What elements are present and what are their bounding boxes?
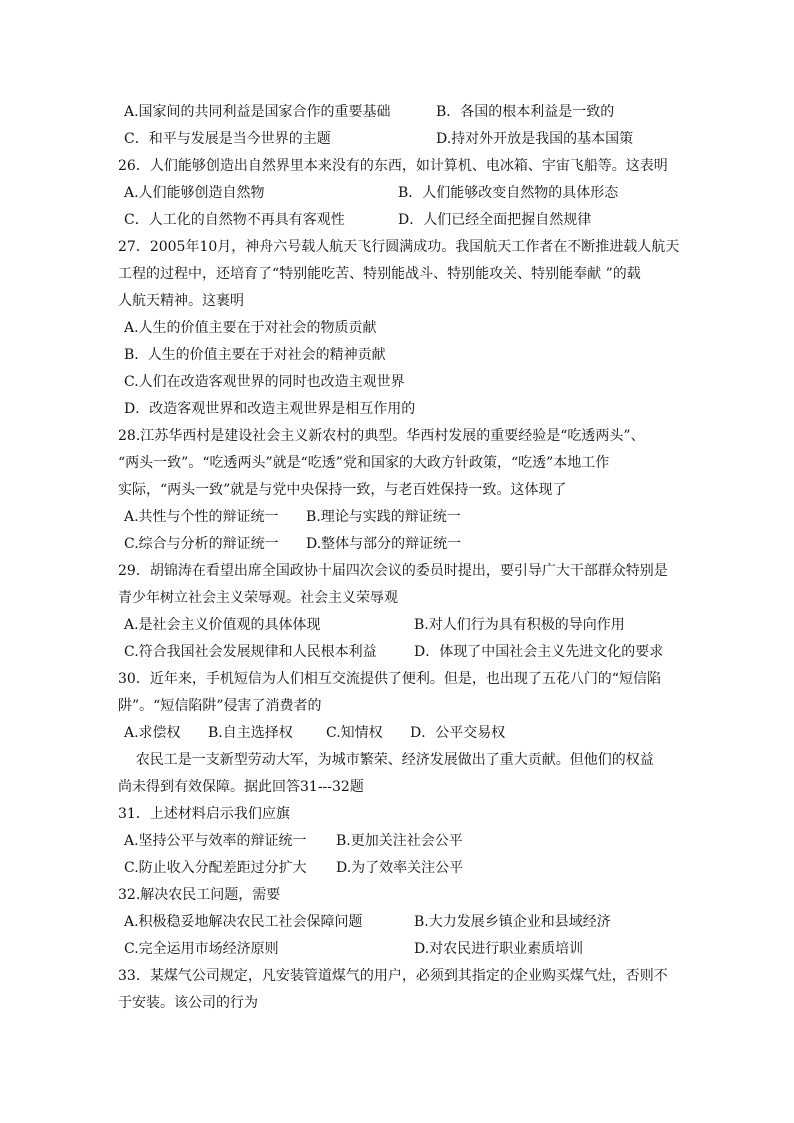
option-b: B.理论与实践的辩证统一 [306, 509, 461, 525]
option-row [124, 832, 463, 850]
option-a: A.是社会主义价值观的具体体现 [124, 617, 321, 633]
option-b: B.对人们行为具有积极的导向作用 [414, 617, 625, 633]
option-c: C.防止收入分配差距过分扩大 [124, 860, 307, 876]
option-d: D．人们已经全面把握自然规律 [398, 212, 592, 228]
material-text: 尚未得到有效保障。据此回答31---32题 [118, 779, 364, 795]
option-row [124, 103, 615, 121]
option-a: A.人生的价值主要在于对社会的物质贡献 [124, 320, 377, 336]
option-d: D．改造客观世界和改造主观世界是相互作用的 [124, 401, 416, 417]
question-28: 28.江苏华西村是建设社会主义新农村的典型。华西村发展的重要经验是“吃透两头”、 [118, 428, 645, 444]
option-c: C.符合我国社会发展规律和人民根本利益 [124, 644, 377, 660]
option-c: C．和平与发展是当今世界的主题 [124, 131, 331, 147]
question-29-text: 青少年树立社会主义荣辱观。社会主义荣辱观 [118, 590, 398, 606]
question-29: 29．胡锦涛在看望出席全国政协十届四次会议的委员时提出，要引导广大干部群众特别是 [118, 563, 668, 579]
option-b: B．各国的根本利益是一致的 [436, 104, 615, 120]
option-row [124, 535, 462, 553]
question-27-text: 工程的过程中，还培育了“特别能吃苦、特别能战斗、特别能攻关、特别能奉献 ”的载 [118, 266, 641, 282]
option-row [124, 940, 584, 958]
option-row [124, 211, 592, 229]
option-a: A.国家间的共同利益是国家合作的重要基础 [124, 104, 391, 120]
option-c: C.人们在改造客观世界的同时也改造主观世界 [124, 374, 405, 390]
option-row [124, 130, 634, 148]
question-33: 33．某煤气公司规定，凡安装管道煤气的用户，必须到其指定的企业购买煤气灶，否则不 [118, 968, 668, 984]
option-d: D.持对外开放是我国的基本国策 [436, 131, 634, 147]
option-row [124, 643, 664, 661]
option-row [124, 184, 619, 202]
option-c: C．人工化的自然物不再具有客观性 [124, 212, 345, 228]
question-28-text: “两头一致”。“吃透两头”就是“吃透”党和国家的大政方针政策，“吃透”本地工作 [118, 455, 610, 471]
option-a: A.人们能够创造自然物 [124, 185, 265, 201]
option-b: B．人们能够改变自然物的具体形态 [398, 185, 619, 201]
option-a: A.求偿权 [124, 725, 181, 741]
option-b: B.更加关注社会公平 [336, 833, 463, 849]
question-33-text: 于安装。该公司的行为 [118, 995, 258, 1011]
option-d: D．公平交易权 [410, 725, 506, 741]
question-27-text: 人航天精神。这裹明 [118, 293, 244, 309]
option-b: B.自主选择权 [208, 725, 293, 741]
option-a: A.共性与个性的辩证统一 [124, 509, 279, 525]
question-28-text: 实际，“两头一致”就是与党中央保持一致，与老百姓保持一致。这体现了 [118, 482, 567, 498]
question-30: 30．近年来，手机短信为人们相互交流提供了便利。但是，也出现了五花八门的“短信陷 [118, 671, 661, 687]
option-d: D.整体与部分的辩证统一 [306, 536, 462, 552]
option-c: C.综合与分析的辩证统一 [124, 536, 279, 552]
option-row [124, 508, 461, 526]
question-32: 32.解决农民工问题，需要 [118, 887, 281, 903]
option-row [124, 913, 611, 931]
option-row [124, 859, 464, 877]
option-a: A.坚持公平与效率的辩证统一 [124, 833, 307, 849]
material-text: 农民工是一支新型劳动大军，为城市繁荣、经济发展做出了重大贡献。但他们的权益 [118, 752, 654, 768]
question-31: 31．上述材料启示我们应旗 [118, 806, 290, 822]
option-b: B.大力发展乡镇企业和县域经济 [414, 914, 611, 930]
option-row [124, 724, 506, 742]
question-26: 26．人们能够创造出自然界里本来没有的东西，如计算机、电冰箱、宇宙飞船等。这表明 [118, 158, 668, 174]
option-a: A.积极稳妥地解决农民工社会保障问题 [124, 914, 363, 930]
question-27: 27．2005年10月，神舟六号载人航天飞行圆满成功。我国航天工作者在不断推进载人航天 [118, 239, 680, 255]
question-30-text: 阱”。“短信陷阱”侵害了消费者的 [118, 698, 322, 714]
option-c: C.完全运用市场经济原则 [124, 941, 279, 957]
option-d: D.对农民进行职业素质培训 [414, 941, 584, 957]
option-d: D．体现了中国社会主义先进文化的要求 [414, 644, 664, 660]
option-d: D.为了效率关注公平 [336, 860, 464, 876]
option-row [124, 616, 625, 634]
option-b: B. 人生的价值主要在于对社会的精神贡献 [124, 347, 386, 363]
option-c: C.知情权 [326, 725, 383, 741]
